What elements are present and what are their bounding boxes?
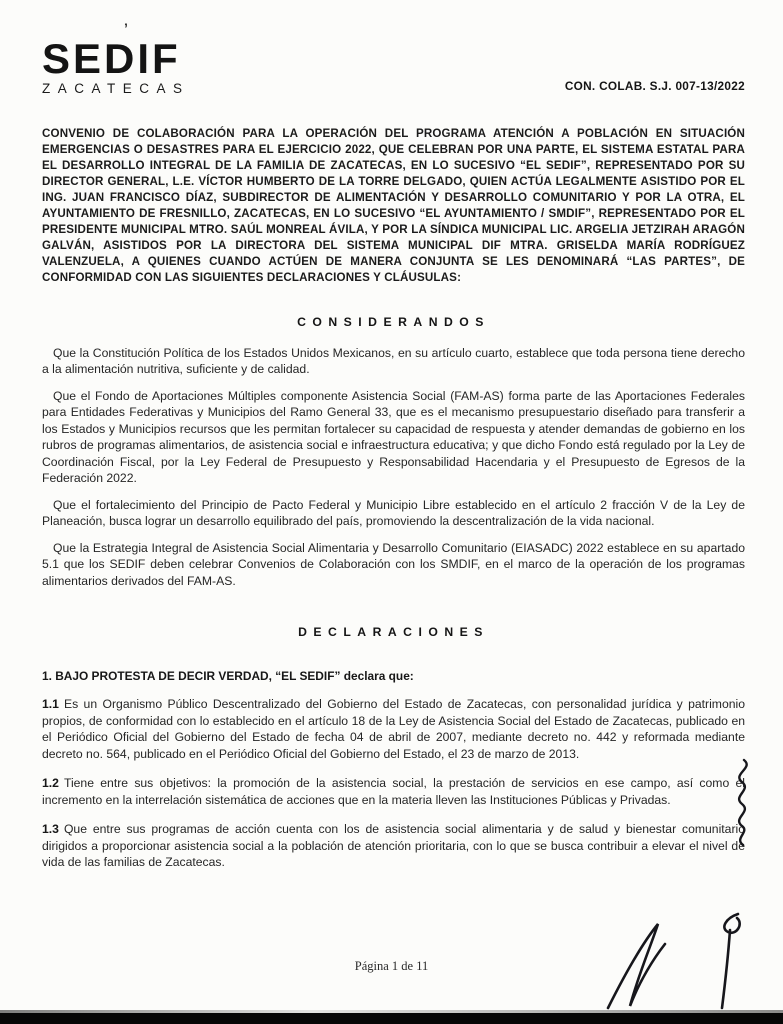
item-text: Tiene entre sus objetivos: la promoción de la asistencia social, la prestación de servicios en ese campo, así como el incremento en la interrelación sistemática de acciones que en la materia lleven las Instituciones Públicas y Privadas. <box>42 776 745 807</box>
section-title-considerandos: CONSIDERANDOS <box>297 314 490 329</box>
page-number-footer: Página 1 de 11 <box>354 959 429 973</box>
declaration-item <box>42 696 745 762</box>
logo-subtitle: ZACATECAS <box>42 80 190 96</box>
considerando-paragraph: Que la Estrategia Integral de Asistencia Social Alimentaria y Desarrollo Comunitario (EIASADC) 2022 establece en su apartado 5.1 que los SEDIF deben celebrar Convenios de Colaboración con los SMDIF, en el marco de la operación de los programas alimentarios derivados del FAM-AS. <box>42 540 745 588</box>
item-number: 1.2 <box>42 776 59 791</box>
considerando-paragraph: Que la Constitución Política de los Estados Unidos Mexicanos, en su artículo cuarto, establece que toda persona tiene derecho a la alimentación nutritiva, suficiente y de calidad. <box>42 345 745 377</box>
declaration-item <box>42 821 745 871</box>
considerando-paragraph: Que el Fondo de Aportaciones Múltiples componente Asistencia Social (FAM-AS) forma parte de las Aportaciones Federales para Entidades Federativas y Municipios del Ramo General 33, que es el mecanismo presupuestario diseñado para transferir a los Estados y Municipios recursos que les permitan fortalecer su capacidad de respuesta y atender demandas de gobierno en los rubros de programas alimentarios, de asistencia social e infraestructura educativa; y que dicho Fondo está regulado por la Ley de Coordinación Fiscal, por la Ley Federal de Presupuesto y Responsabilidad Hacendaria y el Presupuesto de Egresos de la Federación 2022. <box>42 388 745 486</box>
item-text: Que entre sus programas de acción cuenta con los de asistencia social alimentaria y de salud y bienestar comunitario dirigidos a proporcionar asistencia social a la población de atención prioritaria, con lo que se busca contribuir a elevar el nivel de vida de las familias de Zacatecas. <box>42 822 745 870</box>
sedif-logo <box>42 35 190 96</box>
considerando-paragraph: Que el fortalecimiento del Principio de Pacto Federal y Municipio Libre establecido en el artículo 2 fracción V de la Ley de Planeación, busca lograr un desarrollo equilibrado del país, promoviendo la descentralización de la vida nacional. <box>42 497 745 529</box>
intro-paragraph: CONVENIO DE COLABORACIÓN PARA LA OPERACIÓN DEL PROGRAMA ATENCIÓN A POBLACIÓN EN SITUACIÓN EMERGENCIAS O DESASTRES PARA EL EJERCICIO 2022, QUE CELEBRAN POR UNA PARTE, EL SISTEMA ESTATAL PARA EL DESARROLLO INTEGRAL DE LA FAMILIA DE ZACATECAS, EN LO SUCESIVO “EL SEDIF”, REPRESENTADO POR SU DIRECTOR GENERAL, L.E. VÍCTOR HUMBERTO DE LA TORRE DELGADO, QUIEN ACTÚA LEGALMENTE ASISTIDO POR EL ING. JUAN FRANCISCO DÍAZ, SUBDIRECTOR DE ALIMENTACIÓN Y DESARROLLO COMUNITARIO Y POR LA OTRA, EL AYUNTAMIENTO DE FRESNILLO, ZACATECAS, EN LO SUCESIVO “EL AYUNTAMIENTO / SMDIF”, REPRESENTADO POR EL PRESIDENTE MUNICIPAL MTRO. SAÚL MONREAL ÁVILA, Y POR LA SÍNDICA MUNICIPAL LIC. ARGELIA JETZIRAH ARAGÓN GALVÁN, ASISTIDOS POR LA DIRECTORA DEL SISTEMA MUNICIPAL DIF MTRA. GRISELDA MARÍA RODRÍGUEZ VALENZUELA, A QUIENES CUANDO ACTÚEN DE MANERA CONJUNTA SE LES DENOMINARÁ “LAS PARTES”, DE CONFORMIDAD CON LAS SIGUIENTES DECLARACIONES Y CLÁUSULAS: <box>42 126 745 284</box>
logo-wordmark: SEDIF <box>42 35 181 82</box>
section-title-declaraciones: DECLARACIONES <box>298 625 489 640</box>
item-number: 1.1 <box>42 697 59 712</box>
scan-edge-bottom <box>0 1013 783 1024</box>
document-header <box>42 35 745 96</box>
item-number: 1.3 <box>42 822 59 837</box>
reference-number: CON. COLAB. S.J. 007-13/2022 <box>564 78 745 93</box>
declaration-heading: 1. BAJO PROTESTA DE DECIR VERDAD, “EL SEDIF” declara que: <box>42 669 414 684</box>
declaration-item <box>42 775 745 808</box>
scan-speck-artifact: ’ <box>124 20 128 36</box>
item-text: Es un Organismo Público Descentralizado del Gobierno del Estado de Zacatecas, con personalidad jurídica y patrimonio propios, de conformidad con lo establecido en el artículo 18 de la Ley de Asistencia Social del Estado de Zacatecas, publicado en el Periódico Oficial del Gobierno del Estado de fecha 04 de abril de 2007, mediante decreto no. 442 y reformada mediante decreto no. 564, publicado en el Periódico Oficial del Gobierno del Estado, el 23 de marzo de 2013. <box>42 697 745 761</box>
